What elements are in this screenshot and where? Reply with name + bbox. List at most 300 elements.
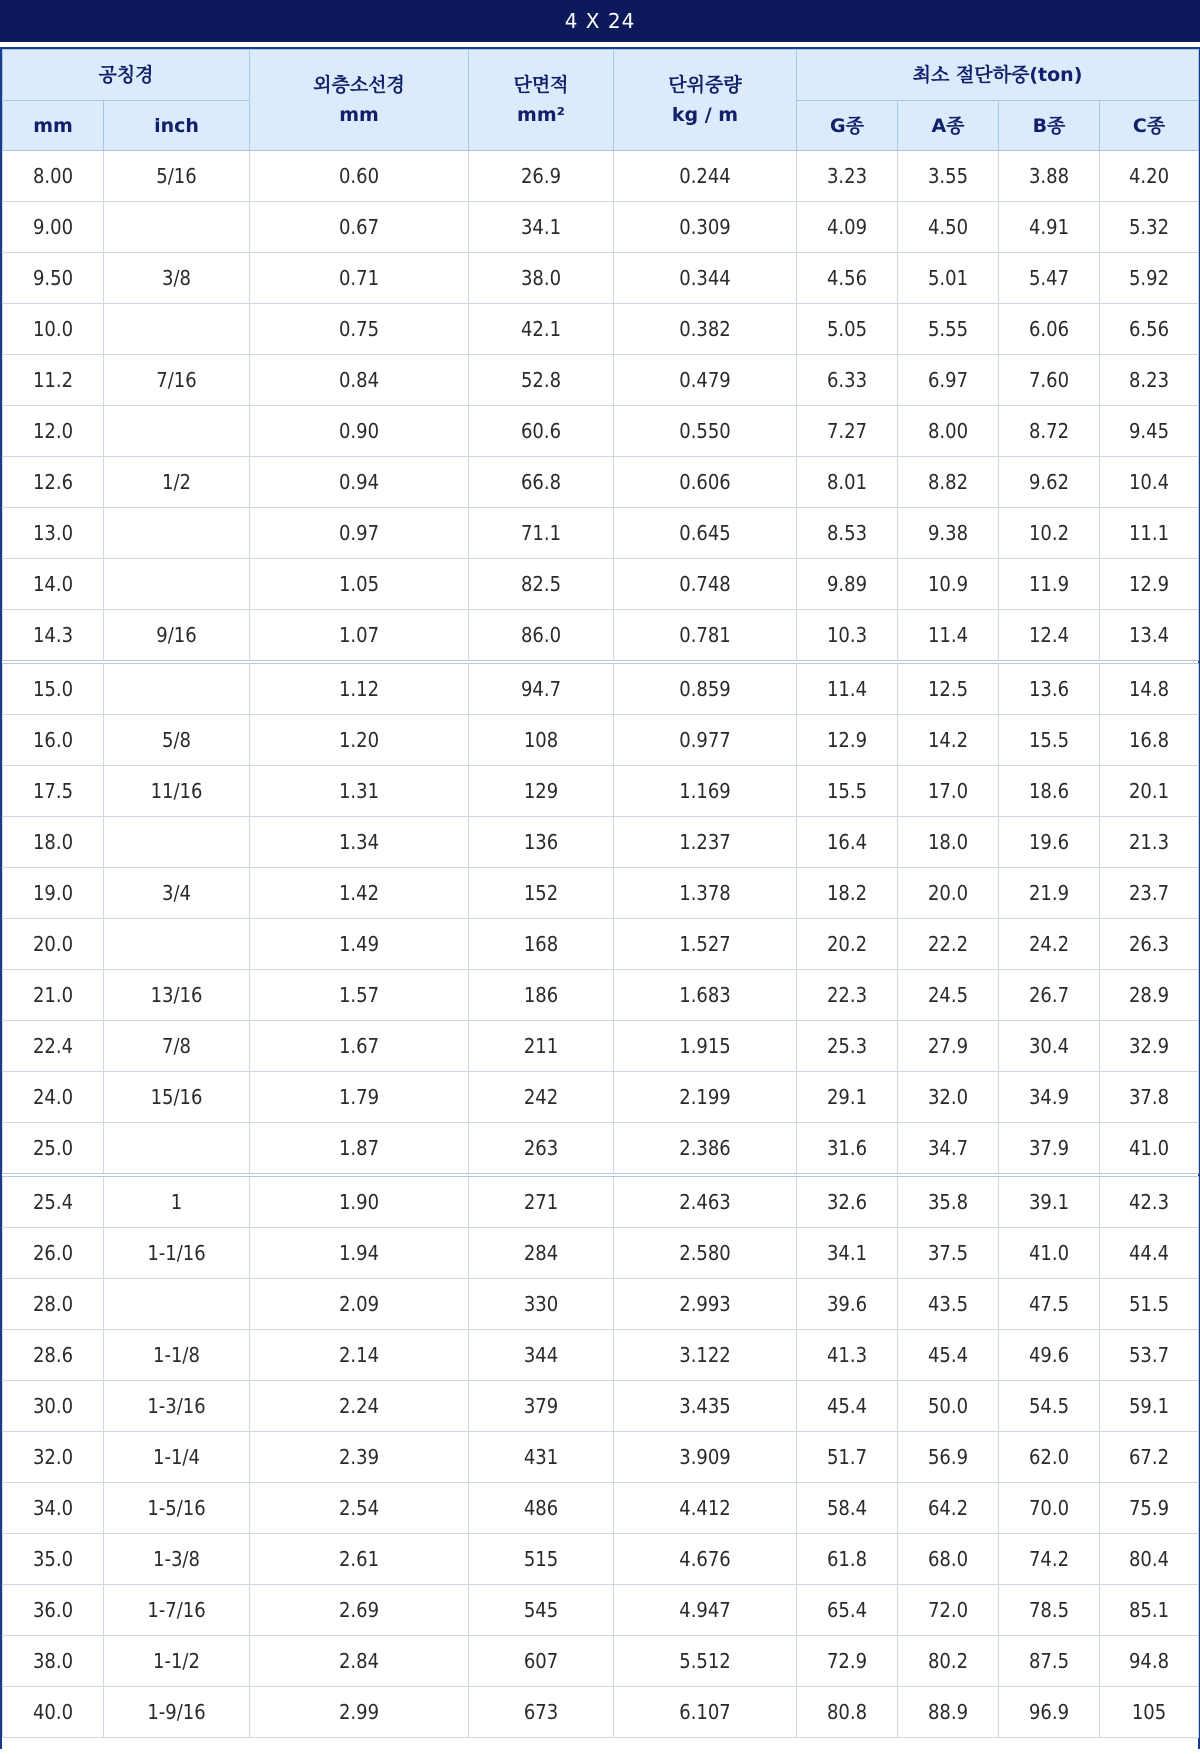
cell-grade-b: 13.6 xyxy=(999,662,1100,715)
cell-grade-a: 4.50 xyxy=(898,202,999,253)
cell-grade-c: 12.9 xyxy=(1100,559,1199,610)
cell-grade-g: 20.2 xyxy=(797,919,898,970)
cell-grade-c: 8.23 xyxy=(1100,355,1199,406)
cell-cross-section: 94.7 xyxy=(469,662,614,715)
wire-rope-spec-table xyxy=(2,49,1199,1738)
cell-inch xyxy=(104,406,250,457)
cell-unit-weight: 0.244 xyxy=(614,151,797,202)
table-row xyxy=(3,766,1199,817)
cell-cross-section: 38.0 xyxy=(469,253,614,304)
cell-grade-b: 47.5 xyxy=(999,1279,1100,1330)
cell-grade-b: 3.88 xyxy=(999,151,1100,202)
cell-inch xyxy=(104,1123,250,1176)
cell-outer-wire: 2.39 xyxy=(250,1432,469,1483)
cell-grade-b: 41.0 xyxy=(999,1228,1100,1279)
cell-unit-weight: 0.344 xyxy=(614,253,797,304)
cell-grade-b: 11.9 xyxy=(999,559,1100,610)
cell-cross-section: 86.0 xyxy=(469,610,614,663)
cell-cross-section: 344 xyxy=(469,1330,614,1381)
cell-mm: 8.00 xyxy=(3,151,104,202)
cell-grade-g: 25.3 xyxy=(797,1021,898,1072)
cell-grade-b: 70.0 xyxy=(999,1483,1100,1534)
cell-grade-b: 54.5 xyxy=(999,1381,1100,1432)
table-row xyxy=(3,304,1199,355)
cell-grade-b: 49.6 xyxy=(999,1330,1100,1381)
cell-outer-wire: 2.24 xyxy=(250,1381,469,1432)
cell-mm: 36.0 xyxy=(3,1585,104,1636)
cell-outer-wire: 1.07 xyxy=(250,610,469,663)
cell-cross-section: 26.9 xyxy=(469,151,614,202)
cell-grade-g: 31.6 xyxy=(797,1123,898,1176)
cell-grade-a: 43.5 xyxy=(898,1279,999,1330)
header-mm: mm xyxy=(3,101,104,151)
header-cross-section-unit: mm² xyxy=(517,104,565,126)
cell-mm: 40.0 xyxy=(3,1687,104,1738)
cell-grade-c: 20.1 xyxy=(1100,766,1199,817)
cell-unit-weight: 4.947 xyxy=(614,1585,797,1636)
cell-outer-wire: 2.61 xyxy=(250,1534,469,1585)
cell-cross-section: 545 xyxy=(469,1585,614,1636)
cell-unit-weight: 0.606 xyxy=(614,457,797,508)
table-row xyxy=(3,202,1199,253)
cell-unit-weight: 0.748 xyxy=(614,559,797,610)
cell-cross-section: 515 xyxy=(469,1534,614,1585)
cell-grade-c: 37.8 xyxy=(1100,1072,1199,1123)
cell-cross-section: 129 xyxy=(469,766,614,817)
header-grade-c: C종 xyxy=(1100,101,1199,151)
cell-grade-g: 5.05 xyxy=(797,304,898,355)
cell-grade-c: 80.4 xyxy=(1100,1534,1199,1585)
cell-grade-c: 59.1 xyxy=(1100,1381,1199,1432)
table-row xyxy=(3,1072,1199,1123)
cell-grade-b: 19.6 xyxy=(999,817,1100,868)
cell-grade-a: 45.4 xyxy=(898,1330,999,1381)
cell-unit-weight: 2.199 xyxy=(614,1072,797,1123)
table-row xyxy=(3,457,1199,508)
cell-grade-g: 51.7 xyxy=(797,1432,898,1483)
cell-grade-c: 32.9 xyxy=(1100,1021,1199,1072)
cell-mm: 34.0 xyxy=(3,1483,104,1534)
cell-cross-section: 486 xyxy=(469,1483,614,1534)
cell-cross-section: 82.5 xyxy=(469,559,614,610)
cell-grade-a: 35.8 xyxy=(898,1175,999,1228)
cell-outer-wire: 1.49 xyxy=(250,919,469,970)
cell-grade-b: 96.9 xyxy=(999,1687,1100,1738)
cell-inch: 1-1/8 xyxy=(104,1330,250,1381)
cell-mm: 14.3 xyxy=(3,610,104,663)
cell-grade-a: 6.97 xyxy=(898,355,999,406)
cell-outer-wire: 0.75 xyxy=(250,304,469,355)
table-row xyxy=(3,1534,1199,1585)
cell-grade-g: 9.89 xyxy=(797,559,898,610)
cell-cross-section: 330 xyxy=(469,1279,614,1330)
header-outer-wire-title: 외층소선경 xyxy=(313,74,405,96)
cell-grade-a: 14.2 xyxy=(898,715,999,766)
cell-grade-g: 16.4 xyxy=(797,817,898,868)
cell-outer-wire: 1.31 xyxy=(250,766,469,817)
table-row xyxy=(3,406,1199,457)
table-row xyxy=(3,151,1199,202)
cell-grade-b: 5.47 xyxy=(999,253,1100,304)
cell-inch xyxy=(104,662,250,715)
cell-cross-section: 673 xyxy=(469,1687,614,1738)
cell-outer-wire: 0.90 xyxy=(250,406,469,457)
cell-grade-b: 26.7 xyxy=(999,970,1100,1021)
cell-cross-section: 108 xyxy=(469,715,614,766)
cell-grade-b: 37.9 xyxy=(999,1123,1100,1176)
cell-unit-weight: 0.382 xyxy=(614,304,797,355)
cell-cross-section: 136 xyxy=(469,817,614,868)
cell-grade-c: 51.5 xyxy=(1100,1279,1199,1330)
cell-unit-weight: 0.479 xyxy=(614,355,797,406)
cell-mm: 17.5 xyxy=(3,766,104,817)
table-row xyxy=(3,662,1199,715)
cell-outer-wire: 2.99 xyxy=(250,1687,469,1738)
cell-outer-wire: 2.09 xyxy=(250,1279,469,1330)
cell-grade-a: 50.0 xyxy=(898,1381,999,1432)
cell-grade-a: 80.2 xyxy=(898,1636,999,1687)
cell-unit-weight: 6.107 xyxy=(614,1687,797,1738)
cell-grade-b: 34.9 xyxy=(999,1072,1100,1123)
cell-cross-section: 52.8 xyxy=(469,355,614,406)
cell-cross-section: 186 xyxy=(469,970,614,1021)
cell-unit-weight: 3.122 xyxy=(614,1330,797,1381)
cell-grade-g: 18.2 xyxy=(797,868,898,919)
cell-outer-wire: 1.34 xyxy=(250,817,469,868)
table-row xyxy=(3,1021,1199,1072)
cell-grade-g: 34.1 xyxy=(797,1228,898,1279)
header-grade-b: B종 xyxy=(999,101,1100,151)
cell-grade-a: 32.0 xyxy=(898,1072,999,1123)
cell-inch xyxy=(104,508,250,559)
cell-cross-section: 71.1 xyxy=(469,508,614,559)
cell-mm: 14.0 xyxy=(3,559,104,610)
cell-outer-wire: 1.20 xyxy=(250,715,469,766)
table-row xyxy=(3,355,1199,406)
header-unit-weight xyxy=(614,50,797,151)
cell-grade-a: 11.4 xyxy=(898,610,999,663)
cell-unit-weight: 0.859 xyxy=(614,662,797,715)
cell-mm: 24.0 xyxy=(3,1072,104,1123)
cell-grade-c: 28.9 xyxy=(1100,970,1199,1021)
cell-inch xyxy=(104,919,250,970)
cell-grade-c: 10.4 xyxy=(1100,457,1199,508)
cell-unit-weight: 1.378 xyxy=(614,868,797,919)
cell-unit-weight: 4.676 xyxy=(614,1534,797,1585)
cell-unit-weight: 1.915 xyxy=(614,1021,797,1072)
cell-grade-a: 20.0 xyxy=(898,868,999,919)
cell-outer-wire: 2.84 xyxy=(250,1636,469,1687)
cell-grade-c: 67.2 xyxy=(1100,1432,1199,1483)
cell-inch xyxy=(104,1279,250,1330)
cell-outer-wire: 2.14 xyxy=(250,1330,469,1381)
cell-grade-g: 4.56 xyxy=(797,253,898,304)
cell-grade-g: 39.6 xyxy=(797,1279,898,1330)
cell-grade-c: 11.1 xyxy=(1100,508,1199,559)
table-row xyxy=(3,508,1199,559)
cell-grade-b: 10.2 xyxy=(999,508,1100,559)
table-row xyxy=(3,1279,1199,1330)
cell-grade-g: 72.9 xyxy=(797,1636,898,1687)
cell-grade-c: 13.4 xyxy=(1100,610,1199,663)
cell-cross-section: 263 xyxy=(469,1123,614,1176)
header-outer-wire xyxy=(250,50,469,151)
cell-mm: 12.0 xyxy=(3,406,104,457)
cell-cross-section: 152 xyxy=(469,868,614,919)
cell-grade-g: 12.9 xyxy=(797,715,898,766)
cell-grade-c: 6.56 xyxy=(1100,304,1199,355)
cell-grade-g: 65.4 xyxy=(797,1585,898,1636)
cell-grade-a: 68.0 xyxy=(898,1534,999,1585)
cell-outer-wire: 2.54 xyxy=(250,1483,469,1534)
table-row xyxy=(3,868,1199,919)
cell-unit-weight: 2.386 xyxy=(614,1123,797,1176)
cell-unit-weight: 5.512 xyxy=(614,1636,797,1687)
cell-outer-wire: 1.57 xyxy=(250,970,469,1021)
table-row xyxy=(3,1687,1199,1738)
cell-cross-section: 34.1 xyxy=(469,202,614,253)
cell-grade-g: 10.3 xyxy=(797,610,898,663)
cell-cross-section: 284 xyxy=(469,1228,614,1279)
cell-grade-c: 44.4 xyxy=(1100,1228,1199,1279)
cell-mm: 25.4 xyxy=(3,1175,104,1228)
cell-mm: 22.4 xyxy=(3,1021,104,1072)
cell-inch: 9/16 xyxy=(104,610,250,663)
cell-mm: 11.2 xyxy=(3,355,104,406)
cell-cross-section: 168 xyxy=(469,919,614,970)
table-row xyxy=(3,1381,1199,1432)
cell-grade-g: 80.8 xyxy=(797,1687,898,1738)
cell-unit-weight: 0.309 xyxy=(614,202,797,253)
cell-grade-a: 64.2 xyxy=(898,1483,999,1534)
table-row xyxy=(3,1636,1199,1687)
cell-outer-wire: 1.42 xyxy=(250,868,469,919)
cell-cross-section: 271 xyxy=(469,1175,614,1228)
cell-grade-g: 41.3 xyxy=(797,1330,898,1381)
cell-inch: 15/16 xyxy=(104,1072,250,1123)
cell-grade-c: 5.32 xyxy=(1100,202,1199,253)
cell-cross-section: 42.1 xyxy=(469,304,614,355)
cell-grade-c: 16.8 xyxy=(1100,715,1199,766)
cell-cross-section: 242 xyxy=(469,1072,614,1123)
cell-grade-a: 9.38 xyxy=(898,508,999,559)
cell-grade-c: 21.3 xyxy=(1100,817,1199,868)
table-row xyxy=(3,1123,1199,1176)
cell-mm: 32.0 xyxy=(3,1432,104,1483)
cell-outer-wire: 0.60 xyxy=(250,151,469,202)
cell-unit-weight: 0.781 xyxy=(614,610,797,663)
table-row xyxy=(3,253,1199,304)
cell-inch: 1-3/16 xyxy=(104,1381,250,1432)
cell-grade-a: 5.01 xyxy=(898,253,999,304)
cell-grade-b: 24.2 xyxy=(999,919,1100,970)
header-nominal-diameter: 공칭경 xyxy=(3,50,250,101)
cell-grade-g: 22.3 xyxy=(797,970,898,1021)
cell-outer-wire: 0.71 xyxy=(250,253,469,304)
cell-unit-weight: 0.550 xyxy=(614,406,797,457)
table-row xyxy=(3,1175,1199,1228)
cell-outer-wire: 2.69 xyxy=(250,1585,469,1636)
cell-grade-b: 6.06 xyxy=(999,304,1100,355)
cell-inch: 7/8 xyxy=(104,1021,250,1072)
cell-mm: 38.0 xyxy=(3,1636,104,1687)
cell-grade-a: 17.0 xyxy=(898,766,999,817)
cell-mm: 12.6 xyxy=(3,457,104,508)
table-row xyxy=(3,715,1199,766)
cell-unit-weight: 4.412 xyxy=(614,1483,797,1534)
table-row xyxy=(3,817,1199,868)
cell-outer-wire: 0.84 xyxy=(250,355,469,406)
cell-grade-a: 18.0 xyxy=(898,817,999,868)
cell-grade-g: 7.27 xyxy=(797,406,898,457)
cell-outer-wire: 1.90 xyxy=(250,1175,469,1228)
spec-table-container xyxy=(0,47,1200,1751)
cell-grade-b: 21.9 xyxy=(999,868,1100,919)
header-cross-section-title: 단면적 xyxy=(513,74,569,96)
table-row xyxy=(3,1228,1199,1279)
cell-grade-c: 85.1 xyxy=(1100,1585,1199,1636)
table-row xyxy=(3,559,1199,610)
cell-grade-c: 41.0 xyxy=(1100,1123,1199,1176)
cell-grade-a: 22.2 xyxy=(898,919,999,970)
cell-inch: 7/16 xyxy=(104,355,250,406)
table-row xyxy=(3,1483,1199,1534)
cell-grade-b: 15.5 xyxy=(999,715,1100,766)
cell-grade-g: 8.01 xyxy=(797,457,898,508)
cell-inch: 5/16 xyxy=(104,151,250,202)
cell-grade-g: 45.4 xyxy=(797,1381,898,1432)
table-row xyxy=(3,919,1199,970)
cell-grade-a: 12.5 xyxy=(898,662,999,715)
cell-cross-section: 60.6 xyxy=(469,406,614,457)
cell-inch: 1 xyxy=(104,1175,250,1228)
cell-cross-section: 66.8 xyxy=(469,457,614,508)
cell-grade-c: 4.20 xyxy=(1100,151,1199,202)
cell-grade-a: 24.5 xyxy=(898,970,999,1021)
cell-inch: 1-3/8 xyxy=(104,1534,250,1585)
cell-outer-wire: 0.97 xyxy=(250,508,469,559)
table-title: 4 X 24 xyxy=(0,0,1200,42)
cell-inch: 1-9/16 xyxy=(104,1687,250,1738)
cell-grade-b: 78.5 xyxy=(999,1585,1100,1636)
cell-mm: 16.0 xyxy=(3,715,104,766)
cell-inch xyxy=(104,559,250,610)
cell-grade-g: 29.1 xyxy=(797,1072,898,1123)
header-unit-weight-unit: kg / m xyxy=(671,104,739,126)
cell-outer-wire: 1.12 xyxy=(250,662,469,715)
cell-mm: 28.6 xyxy=(3,1330,104,1381)
cell-grade-b: 30.4 xyxy=(999,1021,1100,1072)
cell-grade-a: 5.55 xyxy=(898,304,999,355)
cell-mm: 30.0 xyxy=(3,1381,104,1432)
cell-mm: 35.0 xyxy=(3,1534,104,1585)
cell-inch: 3/8 xyxy=(104,253,250,304)
cell-mm: 21.0 xyxy=(3,970,104,1021)
cell-grade-c: 5.92 xyxy=(1100,253,1199,304)
cell-inch: 3/4 xyxy=(104,868,250,919)
cell-inch: 1-1/2 xyxy=(104,1636,250,1687)
cell-mm: 10.0 xyxy=(3,304,104,355)
cell-inch: 1-7/16 xyxy=(104,1585,250,1636)
cell-cross-section: 211 xyxy=(469,1021,614,1072)
cell-inch: 1-5/16 xyxy=(104,1483,250,1534)
cell-unit-weight: 1.683 xyxy=(614,970,797,1021)
header-outer-wire-unit: mm xyxy=(339,104,379,126)
cell-outer-wire: 1.94 xyxy=(250,1228,469,1279)
cell-unit-weight: 3.909 xyxy=(614,1432,797,1483)
cell-mm: 18.0 xyxy=(3,817,104,868)
cell-mm: 15.0 xyxy=(3,662,104,715)
cell-outer-wire: 0.94 xyxy=(250,457,469,508)
cell-unit-weight: 1.169 xyxy=(614,766,797,817)
table-row xyxy=(3,610,1199,663)
cell-outer-wire: 0.67 xyxy=(250,202,469,253)
cell-grade-c: 9.45 xyxy=(1100,406,1199,457)
cell-inch xyxy=(104,304,250,355)
header-min-breaking-load: 최소 절단하중(ton) xyxy=(797,50,1199,101)
cell-grade-c: 14.8 xyxy=(1100,662,1199,715)
cell-outer-wire: 1.67 xyxy=(250,1021,469,1072)
cell-unit-weight: 2.580 xyxy=(614,1228,797,1279)
cell-grade-g: 58.4 xyxy=(797,1483,898,1534)
cell-grade-c: 26.3 xyxy=(1100,919,1199,970)
cell-mm: 20.0 xyxy=(3,919,104,970)
cell-grade-a: 27.9 xyxy=(898,1021,999,1072)
cell-inch: 1/2 xyxy=(104,457,250,508)
cell-grade-a: 37.5 xyxy=(898,1228,999,1279)
cell-inch: 13/16 xyxy=(104,970,250,1021)
cell-unit-weight: 3.435 xyxy=(614,1381,797,1432)
cell-mm: 25.0 xyxy=(3,1123,104,1176)
table-row xyxy=(3,1432,1199,1483)
cell-grade-c: 53.7 xyxy=(1100,1330,1199,1381)
cell-grade-b: 18.6 xyxy=(999,766,1100,817)
cell-cross-section: 379 xyxy=(469,1381,614,1432)
cell-grade-b: 87.5 xyxy=(999,1636,1100,1687)
cell-cross-section: 431 xyxy=(469,1432,614,1483)
cell-grade-g: 3.23 xyxy=(797,151,898,202)
cell-mm: 9.00 xyxy=(3,202,104,253)
cell-grade-c: 75.9 xyxy=(1100,1483,1199,1534)
cell-grade-g: 6.33 xyxy=(797,355,898,406)
bottom-spacer xyxy=(0,1749,1200,1754)
cell-grade-g: 61.8 xyxy=(797,1534,898,1585)
cell-grade-b: 4.91 xyxy=(999,202,1100,253)
cell-grade-g: 8.53 xyxy=(797,508,898,559)
cell-grade-b: 9.62 xyxy=(999,457,1100,508)
cell-outer-wire: 1.79 xyxy=(250,1072,469,1123)
cell-grade-c: 23.7 xyxy=(1100,868,1199,919)
cell-grade-g: 4.09 xyxy=(797,202,898,253)
cell-grade-g: 15.5 xyxy=(797,766,898,817)
cell-inch: 11/16 xyxy=(104,766,250,817)
header-grade-a: A종 xyxy=(898,101,999,151)
table-body xyxy=(3,151,1199,1738)
cell-mm: 13.0 xyxy=(3,508,104,559)
cell-outer-wire: 1.87 xyxy=(250,1123,469,1176)
cell-grade-a: 8.82 xyxy=(898,457,999,508)
cell-grade-c: 105 xyxy=(1100,1687,1199,1738)
cell-grade-b: 74.2 xyxy=(999,1534,1100,1585)
cell-mm: 28.0 xyxy=(3,1279,104,1330)
cell-grade-b: 62.0 xyxy=(999,1432,1100,1483)
header-unit-weight-title: 단위중량 xyxy=(668,74,742,96)
cell-inch: 1-1/4 xyxy=(104,1432,250,1483)
cell-outer-wire: 1.05 xyxy=(250,559,469,610)
header-inch: inch xyxy=(104,101,250,151)
cell-unit-weight: 2.993 xyxy=(614,1279,797,1330)
cell-grade-b: 8.72 xyxy=(999,406,1100,457)
